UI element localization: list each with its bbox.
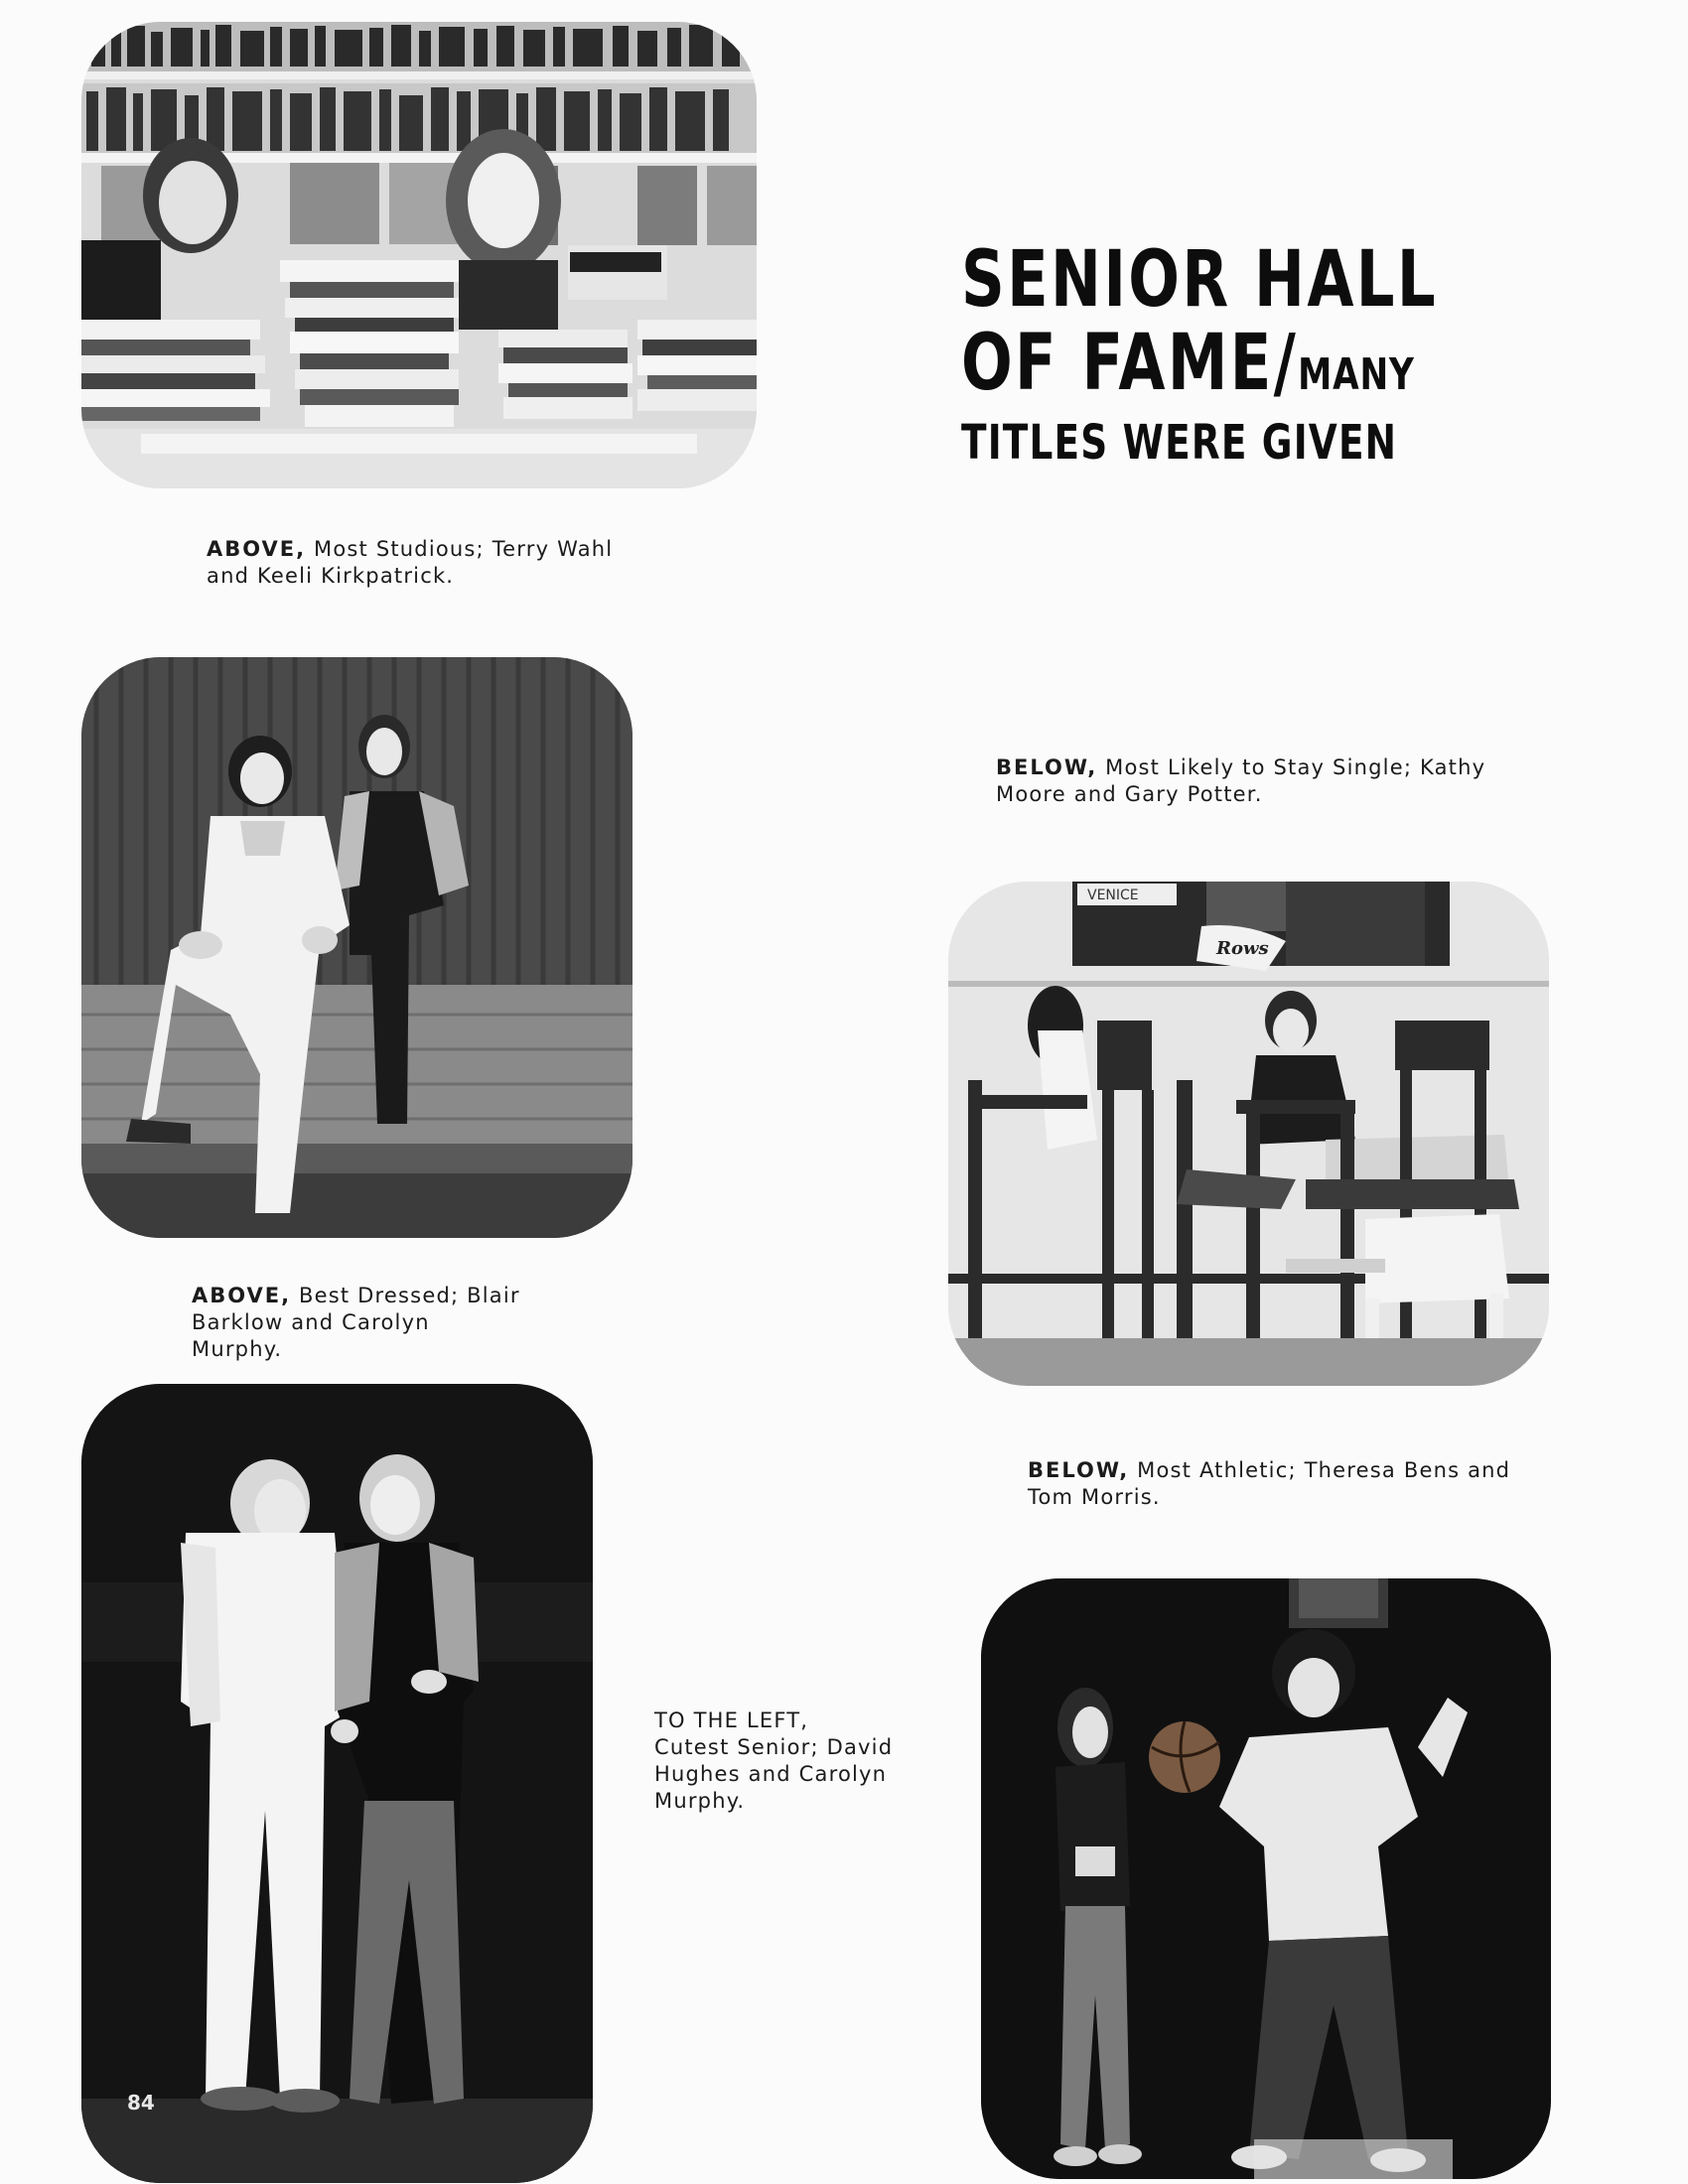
caption-lead: ABOVE, — [192, 1284, 292, 1307]
caption-text: and Keeli Kirkpatrick. — [207, 564, 455, 588]
basketball-scene — [981, 1578, 1551, 2179]
caption-text: Murphy. — [654, 1789, 746, 1813]
library-scene — [81, 22, 757, 488]
caption-lead: BELOW, — [996, 755, 1098, 779]
photo-most-athletic — [981, 1578, 1551, 2179]
caption-lead: ABOVE, — [207, 537, 307, 561]
caption-text: Most Studious; Terry Wahl — [306, 537, 614, 561]
classroom-scene — [948, 882, 1549, 1386]
caption-text: Most Athletic; Theresa Bens and — [1129, 1458, 1511, 1482]
caption-text: Best Dressed; Blair — [291, 1284, 520, 1307]
photo-best-dressed — [81, 657, 633, 1238]
title-line-2-small: MANY — [1298, 349, 1415, 400]
caption-most-studious — [207, 536, 613, 590]
caption-most-athletic — [1028, 1457, 1510, 1511]
caption-text: Hughes and Carolyn — [654, 1762, 888, 1786]
caption-text: Murphy. — [192, 1337, 283, 1361]
caption-best-dressed — [192, 1283, 520, 1363]
sign-rows: Rows — [1216, 938, 1269, 959]
page-title — [961, 235, 1438, 471]
photo-most-likely-single — [948, 882, 1549, 1386]
caption-lead: BELOW, — [1028, 1458, 1130, 1482]
stage-scene — [81, 657, 633, 1238]
title-line-2-main: OF FAME/ — [961, 319, 1299, 408]
caption-cutest-senior — [654, 1707, 893, 1815]
title-line-1: SENIOR HALL — [961, 235, 1438, 325]
caption-text: Tom Morris. — [1028, 1485, 1161, 1509]
caption-most-likely-single — [996, 754, 1485, 808]
page-number: 84 — [127, 2091, 155, 2115]
sign-venice: VENICE — [1087, 887, 1139, 903]
photo-cutest-senior — [81, 1384, 593, 2183]
photo-most-studious — [81, 22, 757, 488]
title-line-2 — [961, 319, 1438, 417]
caption-lead: TO THE LEFT, — [654, 1708, 809, 1732]
caption-text: Cutest Senior; David — [654, 1735, 894, 1759]
caption-text: Moore and Gary Potter. — [996, 782, 1263, 806]
caption-text: Most Likely to Stay Single; Kathy — [1097, 755, 1486, 779]
title-line-3: TITLES WERE GIVEN — [961, 415, 1398, 471]
caption-text: Barklow and Carolyn — [192, 1310, 430, 1334]
gym-couple-scene — [81, 1384, 593, 2183]
